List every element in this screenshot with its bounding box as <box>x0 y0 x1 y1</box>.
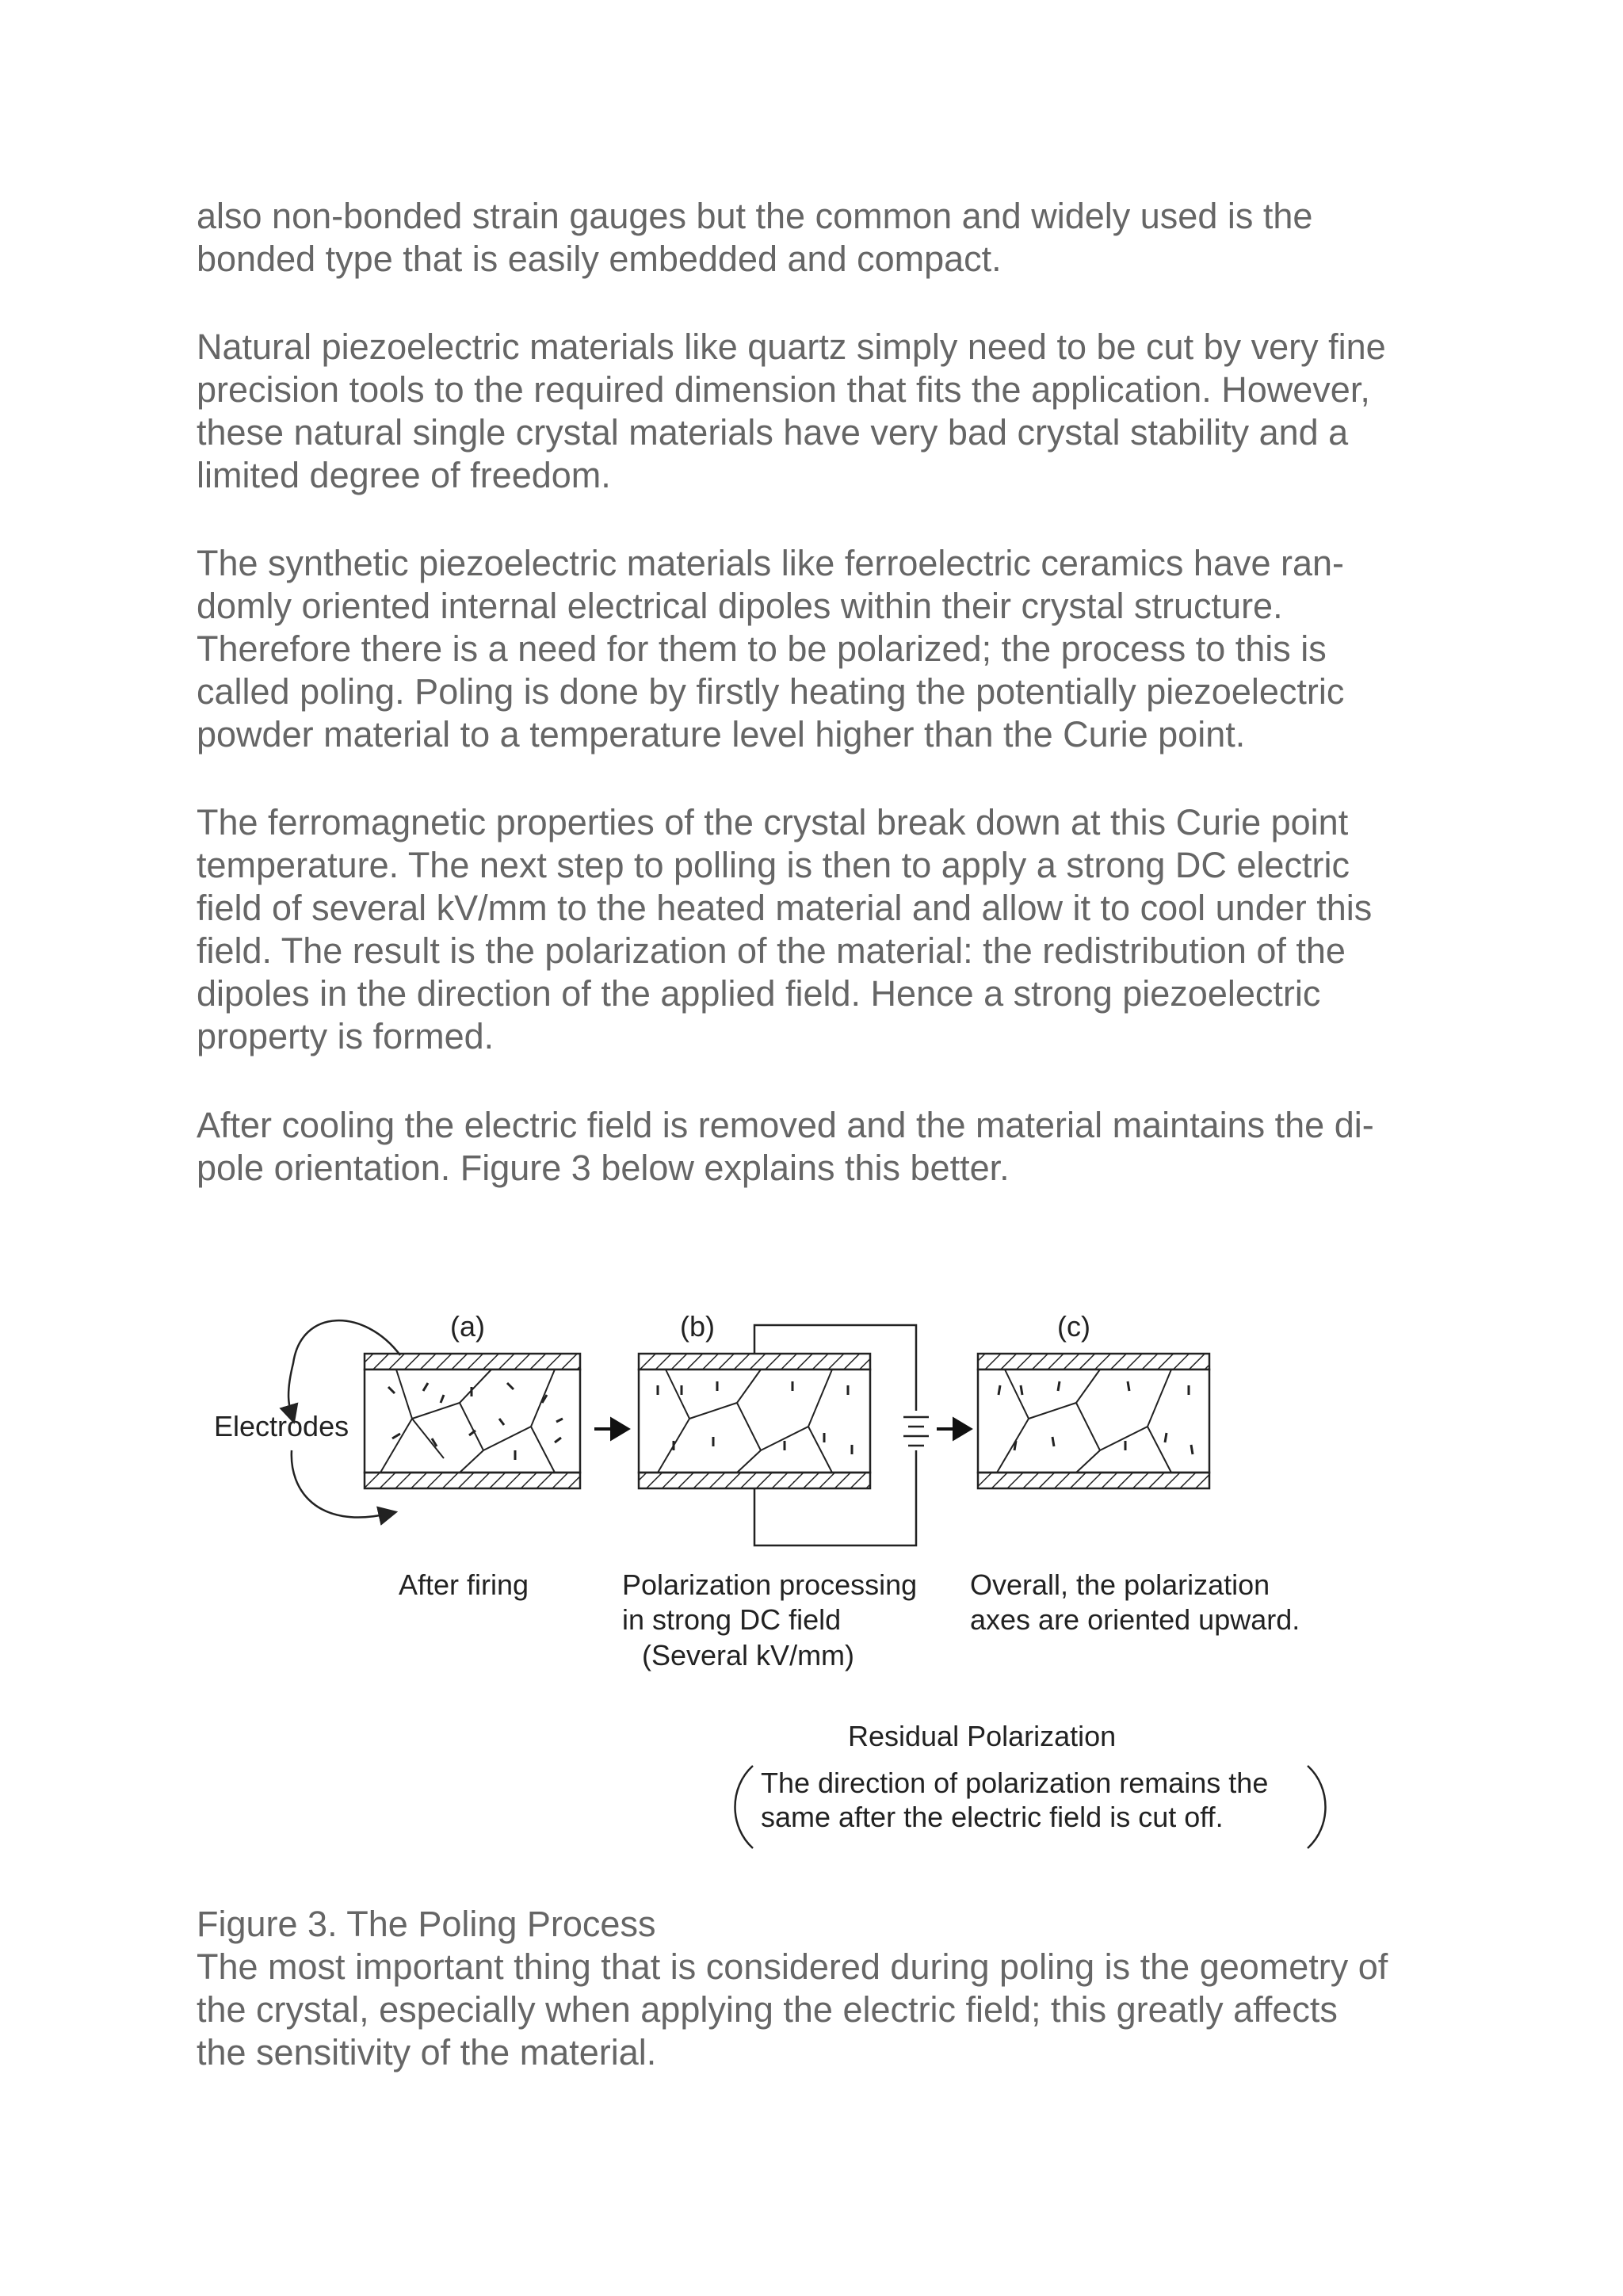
panel-a-label: (a) <box>450 1310 485 1343</box>
text-line: limited degree of freedom. <box>197 455 611 495</box>
caption-b-line1: Polarization processing <box>622 1568 918 1601</box>
text-line: domly oriented internal electrical dipoles within their crystal structure. <box>197 586 1283 626</box>
paragraph-strain-gauges <box>197 195 1449 281</box>
text-line: The synthetic piezoelectric materials like ferroelectric ceramics have ran- <box>197 543 1345 583</box>
electrodes-label: Electrodes <box>214 1410 349 1442</box>
panel-a-ceramic <box>365 1354 580 1488</box>
right-parenthesis <box>1308 1766 1326 1848</box>
caption-a: After firing <box>399 1568 529 1601</box>
text-line: called poling. Poling is done by firstly heating the potentially piezoelectric <box>197 671 1345 712</box>
poling-process-figure <box>197 1284 1385 1855</box>
text-line: dipoles in the direction of the applied field. Hence a strong piezoelectric <box>197 973 1321 1014</box>
paragraph-after-cooling <box>197 1104 1449 1190</box>
text-line: property is formed. <box>197 1016 495 1056</box>
text-line: The most important thing that is considered during poling is the geometry of <box>197 1946 1388 1987</box>
panel-c-label: (c) <box>1057 1310 1090 1343</box>
text-line: After cooling the electric field is removed and the material maintains the di- <box>197 1105 1374 1145</box>
paragraph-natural-piezoelectric <box>197 326 1449 497</box>
residual-line1: The direction of polarization remains the <box>761 1767 1269 1799</box>
left-parenthesis <box>735 1766 754 1848</box>
caption-c-line2: axes are oriented upward. <box>970 1603 1300 1636</box>
residual-line2: same after the electric field is cut off. <box>761 1801 1224 1833</box>
caption-b-line3: (Several kV/mm) <box>642 1639 855 1671</box>
caption-c-line1: Overall, the polarization <box>970 1568 1270 1601</box>
bottom-electrode <box>978 1473 1209 1488</box>
process-arrow-icon <box>594 1419 628 1438</box>
bottom-electrode <box>639 1473 870 1488</box>
residual-polarization-title: Residual Polarization <box>848 1720 1117 1752</box>
paragraph-ferromagnetic <box>197 801 1449 1058</box>
text-line: the crystal, especially when applying the electric field; this greatly affects <box>197 1989 1338 2030</box>
text-line: powder material to a temperature level higher than the Curie point. <box>197 714 1246 755</box>
panel-c-ceramic <box>978 1354 1209 1488</box>
text-line: Therefore there is a need for them to be polarized; the process to this is <box>197 628 1327 669</box>
panel-b-ceramic <box>639 1354 870 1488</box>
top-electrode <box>639 1354 870 1370</box>
text-line: these natural single crystal materials have very bad crystal stability and a <box>197 412 1349 453</box>
text-line: the sensitivity of the material. <box>197 2032 657 2073</box>
text-line: precision tools to the required dimension that fits the application. However, <box>197 369 1370 410</box>
text-line: field of several kV/mm to the heated material and allow it to cool under this <box>197 888 1373 928</box>
text-line: Natural piezoelectric materials like quartz simply need to be cut by very fine <box>197 327 1386 367</box>
figure-title: Figure 3. The Poling Process <box>197 1904 656 1944</box>
top-electrode <box>365 1354 580 1370</box>
text-line: field. The result is the polarization of the material: the redistribution of the <box>197 930 1346 971</box>
paragraph-geometry <box>197 1946 1449 2074</box>
battery-icon <box>903 1417 929 1446</box>
text-line: pole orientation. Figure 3 below explains this better. <box>197 1148 1010 1188</box>
top-electrode <box>978 1354 1209 1370</box>
text-line: The ferromagnetic properties of the crystal break down at this Curie point <box>197 802 1349 842</box>
text-line: also non-bonded strain gauges but the common and widely used is the <box>197 196 1313 236</box>
text-line: temperature. The next step to polling is then to apply a strong DC electric <box>197 845 1350 885</box>
paragraph-synthetic-piezoelectric <box>197 542 1449 756</box>
process-arrow-icon <box>937 1419 970 1438</box>
bottom-electrode <box>365 1473 580 1488</box>
caption-b-line2: in strong DC field <box>622 1603 842 1636</box>
figure-caption <box>197 1903 1449 1946</box>
text-line: bonded type that is easily embedded and compact. <box>197 239 1002 279</box>
panel-b-label: (b) <box>680 1310 715 1343</box>
